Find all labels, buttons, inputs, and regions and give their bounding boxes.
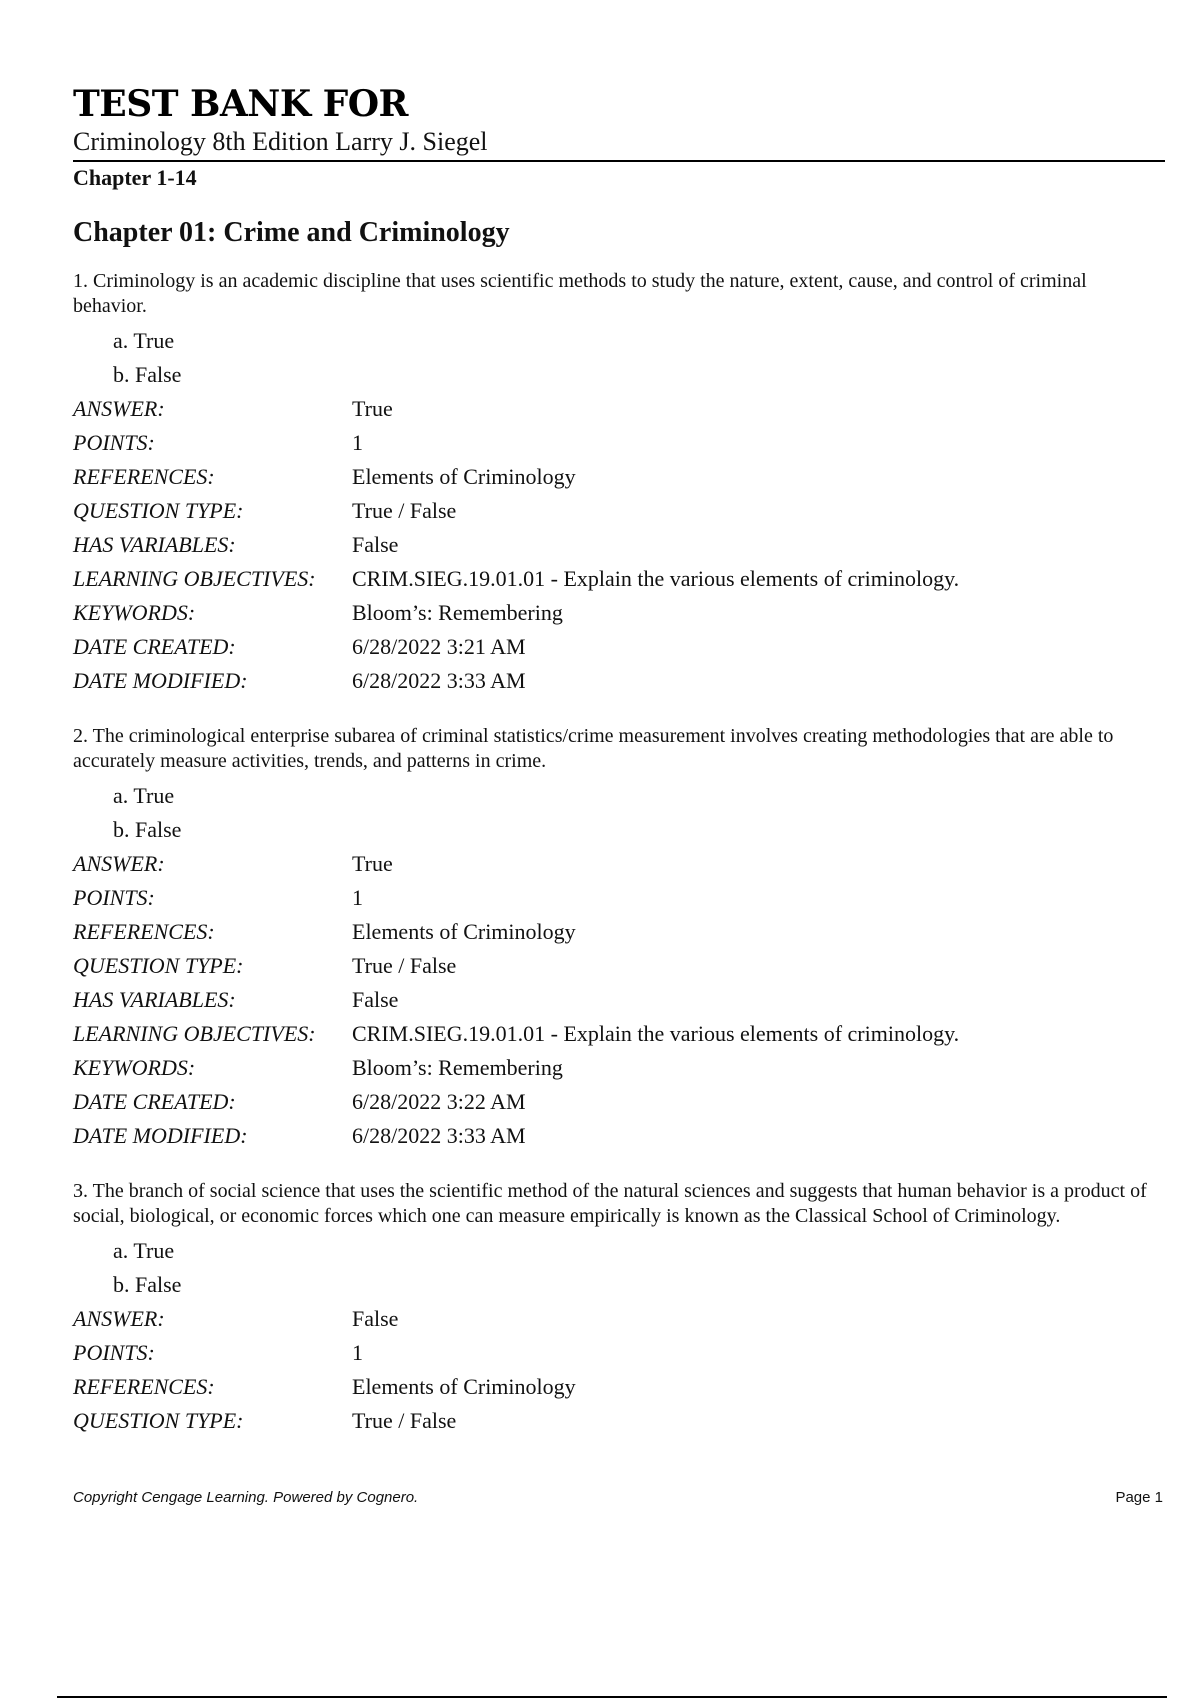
metadata-row: [73, 915, 1165, 949]
answer-choices: [113, 779, 1165, 847]
metadata-value: Elements of Criminology: [352, 919, 576, 944]
metadata-label: QUESTION TYPE:: [73, 498, 244, 523]
header-divider: [73, 160, 1165, 162]
metadata-label: LEARNING OBJECTIVES:: [73, 1021, 316, 1046]
metadata-value: 6/28/2022 3:21 AM: [352, 634, 526, 659]
metadata-value: False: [352, 532, 399, 557]
metadata-label: LEARNING OBJECTIVES:: [73, 566, 316, 591]
chapter-title: Chapter 01: Crime and Criminology: [73, 217, 510, 248]
metadata-row: [73, 596, 1165, 630]
metadata-label: DATE MODIFIED:: [73, 1123, 248, 1148]
metadata-row: [73, 949, 1165, 983]
metadata-row: [73, 1370, 1165, 1404]
metadata-value: True: [352, 851, 393, 876]
metadata-value: True / False: [352, 1408, 457, 1433]
metadata-row: [73, 847, 1165, 881]
metadata-row: [73, 562, 1165, 596]
metadata-row: [73, 1085, 1165, 1119]
metadata-value: Elements of Criminology: [352, 464, 576, 489]
question-text: 3. The branch of social science that uses the scientific method of the natural sciences and suggests that human behavior is a product of social, biological, or economic forces which one can measure empirically is known as the Classical School of Criminology.: [73, 1180, 1147, 1227]
metadata-label: POINTS:: [73, 1340, 155, 1365]
metadata-label: POINTS:: [73, 885, 155, 910]
metadata-value: 1: [352, 885, 363, 910]
question-text: 2. The criminological enterprise subarea of criminal statistics/crime measurement involves creating methodologies that are able to accurately measure activities, trends, and patterns in crime.: [73, 725, 1114, 772]
metadata-value: True: [352, 396, 393, 421]
metadata-row: [73, 1119, 1165, 1153]
page-footer: [73, 1489, 1163, 1506]
copyright-text: Copyright Cengage Learning. Powered by Cognero.: [73, 1489, 419, 1506]
answer-choice: b. False: [113, 1272, 182, 1297]
metadata-row: [73, 392, 1165, 426]
metadata-value: False: [352, 987, 399, 1012]
metadata-row: [73, 460, 1165, 494]
metadata-value: Elements of Criminology: [352, 1374, 576, 1399]
metadata-label: KEYWORDS:: [73, 1055, 196, 1080]
metadata-label: REFERENCES:: [73, 1374, 215, 1399]
answer-choices: [113, 324, 1165, 392]
question-metadata: [73, 1302, 1165, 1438]
metadata-row: [73, 528, 1165, 562]
bottom-divider: [57, 1696, 1167, 1698]
metadata-row: [73, 881, 1165, 915]
question-metadata: [73, 847, 1165, 1153]
metadata-label: HAS VARIABLES:: [73, 532, 236, 557]
metadata-label: DATE CREATED:: [73, 634, 236, 659]
question-block: [73, 724, 1165, 1153]
question-metadata: [73, 392, 1165, 698]
page-number: Page 1: [1115, 1489, 1163, 1506]
answer-choice: a. True: [113, 783, 175, 808]
metadata-value: 6/28/2022 3:33 AM: [352, 1123, 526, 1148]
metadata-label: HAS VARIABLES:: [73, 987, 236, 1012]
answer-choice: a. True: [113, 328, 175, 353]
metadata-value: Bloom’s: Remembering: [352, 600, 563, 625]
metadata-value: Bloom’s: Remembering: [352, 1055, 563, 1080]
metadata-label: KEYWORDS:: [73, 600, 196, 625]
brand-title: TEST BANK FOR: [73, 83, 408, 125]
metadata-label: REFERENCES:: [73, 464, 215, 489]
question-block: [73, 1179, 1165, 1438]
metadata-value: True / False: [352, 953, 457, 978]
book-subtitle: Criminology 8th Edition Larry J. Siegel: [73, 127, 488, 156]
metadata-row: [73, 630, 1165, 664]
question-list: [73, 269, 1165, 1438]
metadata-label: ANSWER:: [73, 1306, 165, 1331]
metadata-label: ANSWER:: [73, 851, 165, 876]
metadata-value: True / False: [352, 498, 457, 523]
metadata-value: 6/28/2022 3:22 AM: [352, 1089, 526, 1114]
metadata-row: [73, 983, 1165, 1017]
metadata-row: [73, 664, 1165, 698]
answer-choice: a. True: [113, 1238, 175, 1263]
metadata-value: 1: [352, 1340, 363, 1365]
metadata-label: QUESTION TYPE:: [73, 1408, 244, 1433]
question-text: 1. Criminology is an academic discipline that uses scientific methods to study the nature, extent, cause, and control of criminal behavior.: [73, 270, 1087, 317]
metadata-label: POINTS:: [73, 430, 155, 455]
metadata-label: DATE MODIFIED:: [73, 668, 248, 693]
metadata-value: CRIM.SIEG.19.01.01 - Explain the various elements of criminology.: [352, 566, 960, 591]
metadata-value: False: [352, 1306, 399, 1331]
metadata-value: 6/28/2022 3:33 AM: [352, 668, 526, 693]
metadata-row: [73, 1302, 1165, 1336]
metadata-row: [73, 1336, 1165, 1370]
metadata-label: QUESTION TYPE:: [73, 953, 244, 978]
answer-choices: [113, 1234, 1165, 1302]
metadata-row: [73, 494, 1165, 528]
metadata-row: [73, 1051, 1165, 1085]
question-block: [73, 269, 1165, 698]
metadata-value: CRIM.SIEG.19.01.01 - Explain the various elements of criminology.: [352, 1021, 960, 1046]
metadata-value: 1: [352, 430, 363, 455]
answer-choice: b. False: [113, 362, 182, 387]
metadata-label: REFERENCES:: [73, 919, 215, 944]
answer-choice: b. False: [113, 817, 182, 842]
metadata-label: DATE CREATED:: [73, 1089, 236, 1114]
metadata-label: ANSWER:: [73, 396, 165, 421]
metadata-row: [73, 426, 1165, 460]
metadata-row: [73, 1404, 1165, 1438]
chapter-range: Chapter 1-14: [73, 165, 197, 190]
metadata-row: [73, 1017, 1165, 1051]
document-page: [73, 82, 1165, 1438]
